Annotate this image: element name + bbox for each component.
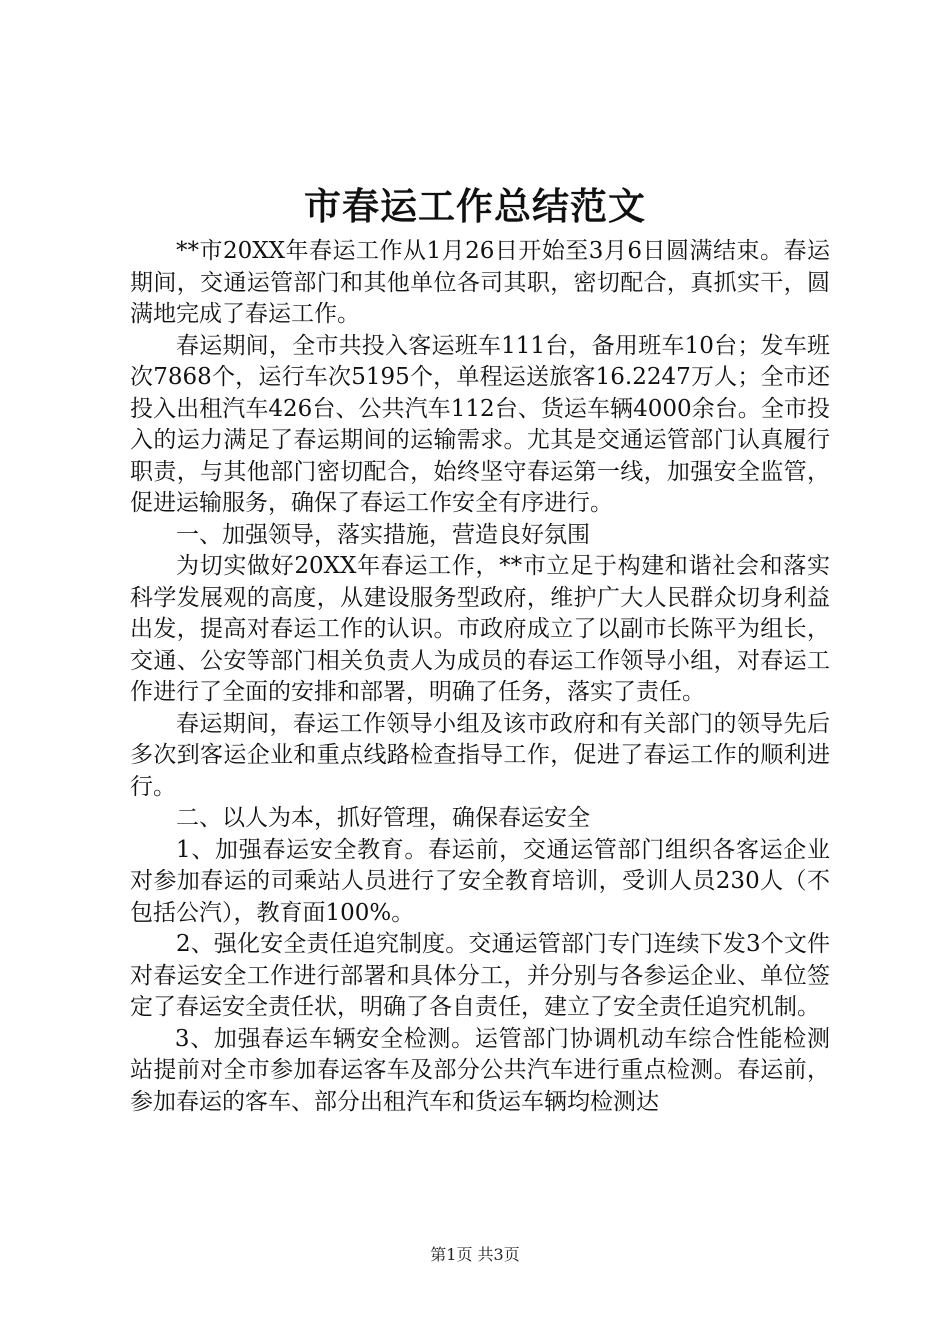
page-title: 市春运工作总结范文 xyxy=(304,184,646,228)
paragraph-inspection: 春运期间，春运工作领导小组及该市政府和有关部门的领导先后多次到客运企业和重点线路检查指导工作，促进了春运工作的顺利进行。 xyxy=(130,710,830,800)
paragraph-responsibility: 2、强化安全责任追究制度。交通运管部门专门连续下发3个文件对春运安全工作进行部署和具体分工，并分别与各参运企业、单位签定了春运安全责任状，明确了各自责任，建立了安全责任追究机制。 xyxy=(130,931,830,1020)
section-heading-2: 二、以人为本，抓好管理，确保春运安全 xyxy=(176,805,590,831)
paragraph-safety-education: 1、加强春运安全教育。春运前，交通运管部门组织各客运企业对参加春运的司乘站人员进行了安全教育培训，受训人员230人（不包括公汽），教育面100%。 xyxy=(130,836,830,926)
document-body xyxy=(130,236,830,1118)
paragraph-leadership: 为切实做好20XX年春运工作，**市立足于构建和谐社会和落实科学发展观的高度，从建设服务型政府，维护广大人民群众切身利益出发，提高对春运工作的认识。市政府成立了以副市长陈平为组长，交通、公安等部门相关负责人为成员的春运工作领导小组，对春运工作进行了全面的安排和部署，明确了任务，落实了责任。 xyxy=(130,553,830,705)
paragraph-vehicle-inspection: 3、加强春运车辆安全检测。运管部门协调机动车综合性能检测站提前对全市参加春运客车及部分公共汽车进行重点检测。春运前，参加春运的客车、部分出租汽车和货运车辆均检测达 xyxy=(130,1025,830,1115)
section-heading-1: 一、加强领导，落实措施，营造良好氛围 xyxy=(176,521,590,548)
paragraph-intro: **市20XX年春运工作从1月26日开始至3月6日圆满结束。春运期间，交通运管部门和其他单位各司其职，密切配合，真抓实干，圆满地完成了春运工作。 xyxy=(130,238,830,327)
page-footer: 第1页 共3页 xyxy=(430,1245,520,1264)
paragraph-statistics: 春运期间，全市共投入客运班车111台，备用班车10台；发车班次7868个，运行车次5195个，单程运送旅客16.2247万人；全市还投入出租汽车426台、公共汽车112台、货运车辆4000余台。全市投入的运力满足了春运期间的运输需求。尤其是交通运管部门认真履行职责，与其他部门密切配合，始终坚守春运第一线，加强安全监管，促进运输服务，确保了春运工作安全有序进行。 xyxy=(130,332,830,516)
